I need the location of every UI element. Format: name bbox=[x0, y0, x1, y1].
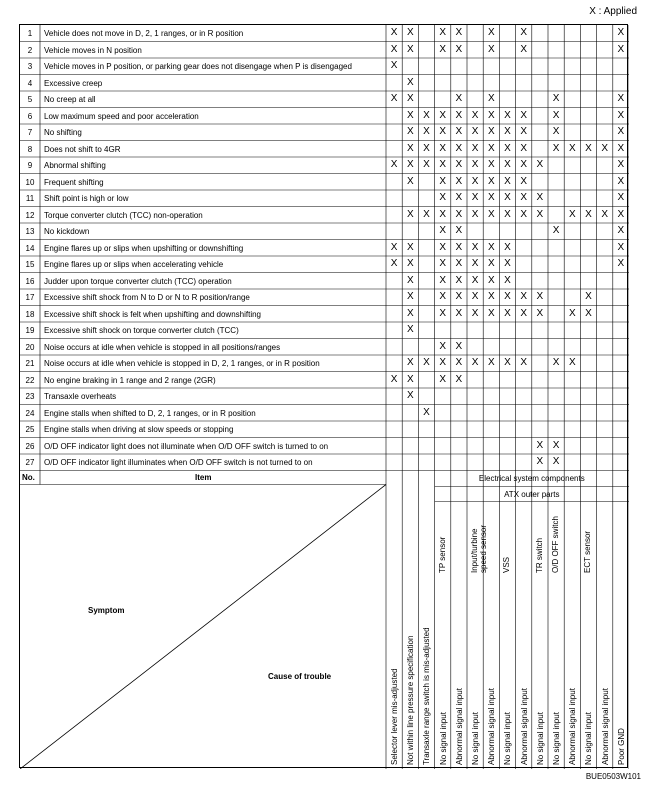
row-item: Vehicle moves in P position, or parking gear does not disengage when P is disengaged bbox=[44, 62, 352, 71]
applied-mark: X bbox=[406, 93, 414, 104]
applied-mark: X bbox=[471, 109, 479, 121]
applied-mark: X bbox=[423, 109, 430, 121]
applied-mark: X bbox=[520, 142, 528, 154]
applied-mark: X bbox=[439, 291, 447, 302]
applied-mark: X bbox=[455, 373, 463, 385]
applied-mark: X bbox=[568, 208, 576, 220]
applied-mark: X bbox=[487, 126, 495, 137]
applied-mark: X bbox=[471, 208, 479, 220]
applied-mark: X bbox=[390, 159, 398, 170]
cause-label: Cause of trouble bbox=[268, 671, 332, 681]
applied-mark: X bbox=[552, 456, 560, 467]
row-item: Excessive shift shock is felt when upshifting and downshifting bbox=[44, 309, 262, 319]
no-header: No. bbox=[22, 472, 35, 482]
applied-mark: X bbox=[552, 439, 560, 451]
row-number: 22 bbox=[25, 375, 35, 385]
applied-mark: X bbox=[536, 439, 544, 451]
applied-mark: X bbox=[487, 241, 495, 253]
row-item: Engine flares up or slips when accelerating vehicle bbox=[44, 260, 224, 269]
component-group-label: ECT sensor bbox=[583, 530, 593, 573]
applied-mark: X bbox=[617, 258, 625, 269]
symptom-cause-diagonal bbox=[20, 485, 386, 770]
applied-mark: X bbox=[601, 142, 609, 154]
applied-mark: X bbox=[520, 208, 528, 220]
row-item: Engine stalls when shifted to D, 2, 1 ranges, or in R position bbox=[44, 408, 256, 418]
row-number: 9 bbox=[27, 161, 33, 170]
row-number: 15 bbox=[25, 260, 35, 269]
applied-mark: X bbox=[423, 142, 430, 154]
row-number: 5 bbox=[27, 95, 33, 104]
applied-mark: X bbox=[423, 357, 430, 368]
applied-mark: X bbox=[504, 192, 511, 203]
applied-mark: X bbox=[439, 274, 447, 286]
applied-mark: X bbox=[536, 307, 544, 319]
applied-mark: X bbox=[504, 274, 511, 286]
row-number: 21 bbox=[25, 359, 35, 368]
row-number: 20 bbox=[25, 342, 35, 352]
applied-mark: X bbox=[487, 43, 495, 55]
applied-mark: X bbox=[487, 109, 495, 121]
applied-mark: X bbox=[617, 225, 625, 236]
applied-mark: X bbox=[585, 291, 592, 302]
cause-column-label: Transaxle range switch is mis-adjusted bbox=[422, 627, 432, 765]
applied-mark: X bbox=[536, 192, 544, 203]
applied-mark: X bbox=[585, 307, 592, 319]
cause-column-label: No signal input bbox=[552, 712, 561, 765]
applied-mark: X bbox=[439, 126, 447, 137]
applied-mark: X bbox=[617, 93, 625, 104]
applied-mark: X bbox=[504, 109, 511, 121]
row-item: Shift point is high or low bbox=[44, 194, 129, 203]
applied-mark: X bbox=[471, 175, 479, 187]
row-number: 18 bbox=[25, 309, 35, 319]
applied-mark: X bbox=[439, 109, 447, 121]
applied-mark: X bbox=[520, 175, 528, 187]
applied-mark: X bbox=[471, 126, 479, 137]
applied-mark: X bbox=[568, 142, 576, 154]
row-number: 16 bbox=[25, 276, 35, 286]
applied-mark: X bbox=[455, 208, 463, 220]
row-number: 11 bbox=[25, 194, 35, 203]
row-number: 26 bbox=[25, 441, 35, 451]
cause-column-label: Abnormal signal input bbox=[600, 688, 610, 765]
applied-mark: X bbox=[617, 142, 625, 154]
applied-mark: X bbox=[552, 357, 560, 368]
applied-mark: X bbox=[617, 208, 625, 220]
item-header: Item bbox=[195, 472, 212, 482]
applied-mark: X bbox=[487, 27, 495, 38]
applied-mark: X bbox=[406, 27, 414, 38]
applied-mark: X bbox=[390, 27, 398, 38]
legend: X : Applied bbox=[589, 6, 637, 17]
applied-mark: X bbox=[536, 291, 544, 302]
applied-mark: X bbox=[487, 159, 495, 170]
figure-code: BUE0503W101 bbox=[585, 772, 641, 781]
applied-mark: X bbox=[390, 43, 398, 55]
applied-mark: X bbox=[617, 175, 625, 187]
applied-mark: X bbox=[406, 373, 414, 385]
applied-mark: X bbox=[617, 27, 625, 38]
applied-mark: X bbox=[406, 291, 414, 302]
applied-mark: X bbox=[504, 307, 511, 319]
row-item: O/D OFF indicator light does not illuminate when O/D OFF switch is turned to on bbox=[44, 441, 329, 451]
row-number: 12 bbox=[25, 210, 35, 220]
symptom-label: Symptom bbox=[88, 605, 125, 615]
cause-column-label: Abnormal signal input bbox=[487, 688, 497, 765]
applied-mark: X bbox=[617, 192, 625, 203]
applied-mark: X bbox=[504, 357, 511, 368]
applied-mark: X bbox=[471, 357, 479, 368]
component-group-label: TP sensor bbox=[437, 536, 447, 573]
applied-mark: X bbox=[617, 109, 625, 121]
applied-mark: X bbox=[423, 159, 430, 170]
applied-mark: X bbox=[504, 258, 511, 269]
row-number: 17 bbox=[25, 293, 35, 302]
applied-mark: X bbox=[471, 159, 479, 170]
cause-column-label: No signal input bbox=[471, 712, 480, 765]
row-item: Engine stalls when driving at slow speeds or stopping bbox=[44, 425, 234, 434]
atx-header: ATX outer parts bbox=[504, 489, 560, 499]
row-item: Vehicle does not move in D, 2, 1 ranges, or in R position bbox=[44, 29, 244, 38]
applied-mark: X bbox=[520, 159, 528, 170]
cause-column-label: Poor GND bbox=[616, 728, 626, 765]
applied-mark: X bbox=[487, 291, 495, 302]
row-item: No shifting bbox=[44, 128, 82, 137]
row-number: 10 bbox=[25, 177, 35, 187]
row-item: No engine braking in 1 range and 2 range (2GR) bbox=[44, 375, 216, 385]
applied-mark: X bbox=[439, 43, 447, 55]
applied-mark: X bbox=[455, 258, 463, 269]
applied-mark: X bbox=[471, 192, 479, 203]
applied-mark: X bbox=[406, 390, 414, 401]
applied-mark: X bbox=[455, 291, 463, 302]
applied-mark: X bbox=[455, 274, 463, 286]
applied-mark: X bbox=[455, 192, 463, 203]
applied-mark: X bbox=[406, 159, 414, 170]
applied-mark: X bbox=[390, 60, 398, 71]
applied-mark: X bbox=[568, 357, 576, 368]
row-number: 2 bbox=[27, 45, 33, 55]
row-item: Judder upon torque converter clutch (TCC) operation bbox=[44, 276, 232, 286]
applied-mark: X bbox=[520, 126, 528, 137]
applied-mark: X bbox=[601, 208, 609, 220]
row-number: 24 bbox=[25, 408, 35, 418]
applied-mark: X bbox=[504, 208, 511, 220]
row-number: 23 bbox=[25, 392, 35, 401]
row-number: 14 bbox=[25, 243, 35, 253]
diagnosis-table bbox=[19, 24, 628, 768]
applied-mark: X bbox=[406, 241, 414, 253]
component-group-label: Input/turbine speed sensor bbox=[470, 524, 488, 573]
applied-mark: X bbox=[439, 241, 447, 253]
cause-column-label: Selector lever mis-adjusted bbox=[390, 668, 399, 765]
applied-mark: X bbox=[455, 241, 463, 253]
applied-mark: X bbox=[439, 192, 447, 203]
applied-mark: X bbox=[406, 142, 414, 154]
row-item: Noise occurs at idle when vehicle is stopped in all positions/ranges bbox=[44, 342, 281, 352]
applied-mark: X bbox=[471, 241, 479, 253]
applied-mark: X bbox=[536, 208, 544, 220]
applied-mark: X bbox=[617, 126, 625, 137]
applied-mark: X bbox=[406, 109, 414, 121]
applied-mark: X bbox=[423, 406, 430, 418]
applied-mark: X bbox=[455, 307, 463, 319]
applied-mark: X bbox=[487, 307, 495, 319]
row-number: 1 bbox=[27, 29, 33, 38]
applied-mark: X bbox=[520, 27, 528, 38]
applied-mark: X bbox=[504, 126, 511, 137]
applied-mark: X bbox=[552, 93, 560, 104]
applied-mark: X bbox=[406, 208, 414, 220]
applied-mark: X bbox=[439, 208, 447, 220]
applied-mark: X bbox=[471, 307, 479, 319]
applied-mark: X bbox=[487, 93, 495, 104]
row-item: O/D OFF indicator light illuminates when O/D OFF switch is not turned to on bbox=[44, 458, 313, 467]
row-number: 25 bbox=[25, 425, 35, 434]
applied-mark: X bbox=[455, 340, 463, 352]
row-item: Noise occurs at idle when vehicle is stopped in D, 2, 1 ranges, or in R position bbox=[44, 359, 320, 368]
applied-mark: X bbox=[585, 208, 592, 220]
row-item: Excessive creep bbox=[44, 78, 103, 88]
applied-mark: X bbox=[390, 258, 398, 269]
applied-mark: X bbox=[439, 159, 447, 170]
applied-mark: X bbox=[520, 307, 528, 319]
applied-mark: X bbox=[390, 373, 398, 385]
applied-mark: X bbox=[439, 307, 447, 319]
applied-mark: X bbox=[439, 357, 447, 368]
applied-mark: X bbox=[552, 109, 560, 121]
cause-column-label: Abnormal signal input bbox=[519, 688, 529, 765]
applied-mark: X bbox=[504, 175, 511, 187]
applied-mark: X bbox=[455, 27, 463, 38]
applied-mark: X bbox=[406, 126, 414, 137]
applied-mark: X bbox=[552, 225, 560, 236]
row-item: Vehicle moves in N position bbox=[44, 45, 142, 55]
row-item: Engine flares up or slips when upshifting or downshifting bbox=[44, 243, 244, 253]
applied-mark: X bbox=[406, 274, 414, 286]
applied-mark: X bbox=[471, 258, 479, 269]
cause-column-label: No signal input bbox=[503, 712, 513, 765]
row-number: 7 bbox=[27, 128, 33, 137]
applied-mark: X bbox=[568, 307, 576, 319]
applied-mark: X bbox=[520, 291, 528, 302]
cause-column-label: Abnormal signal input bbox=[454, 688, 464, 765]
applied-mark: X bbox=[504, 241, 511, 253]
applied-mark: X bbox=[406, 258, 414, 269]
applied-mark: X bbox=[439, 340, 447, 352]
row-number: 8 bbox=[27, 144, 33, 154]
applied-mark: X bbox=[552, 142, 560, 154]
row-item: Frequent shifting bbox=[44, 177, 104, 187]
row-item: Does not shift to 4GR bbox=[44, 144, 121, 154]
applied-mark: X bbox=[390, 241, 398, 253]
row-number: 4 bbox=[27, 78, 33, 88]
applied-mark: X bbox=[455, 93, 463, 104]
cause-column-label: No signal input bbox=[584, 712, 594, 765]
row-number: 6 bbox=[27, 111, 33, 121]
applied-mark: X bbox=[439, 142, 447, 154]
row-number: 13 bbox=[25, 227, 35, 236]
applied-mark: X bbox=[520, 109, 528, 121]
applied-mark: X bbox=[455, 109, 463, 121]
applied-mark: X bbox=[536, 456, 544, 467]
component-group-label: VSS bbox=[502, 556, 512, 573]
applied-mark: X bbox=[455, 225, 463, 236]
applied-mark: X bbox=[520, 192, 528, 203]
applied-mark: X bbox=[406, 357, 414, 368]
applied-mark: X bbox=[406, 43, 414, 55]
electrical-header: Electrical system components bbox=[478, 473, 585, 483]
row-number: 19 bbox=[25, 326, 35, 335]
applied-mark: X bbox=[504, 142, 511, 154]
applied-mark: X bbox=[585, 142, 592, 154]
applied-mark: X bbox=[406, 76, 414, 88]
cause-column-label: Abnormal signal input bbox=[568, 688, 578, 765]
row-item: Low maximum speed and poor acceleration bbox=[44, 111, 199, 121]
applied-mark: X bbox=[439, 258, 447, 269]
applied-mark: X bbox=[487, 357, 495, 368]
applied-mark: X bbox=[439, 27, 447, 38]
applied-mark: X bbox=[552, 126, 560, 137]
applied-mark: X bbox=[487, 208, 495, 220]
applied-mark: X bbox=[455, 142, 463, 154]
applied-mark: X bbox=[455, 126, 463, 137]
applied-mark: X bbox=[406, 307, 414, 319]
applied-mark: X bbox=[423, 208, 430, 220]
applied-mark: X bbox=[520, 43, 528, 55]
applied-mark: X bbox=[439, 175, 447, 187]
applied-mark: X bbox=[487, 142, 495, 154]
applied-mark: X bbox=[617, 241, 625, 253]
applied-mark: X bbox=[617, 159, 625, 170]
applied-mark: X bbox=[471, 291, 479, 302]
cause-column-label: No signal input bbox=[438, 712, 448, 765]
applied-mark: X bbox=[487, 175, 495, 187]
applied-mark: X bbox=[471, 142, 479, 154]
applied-mark: X bbox=[487, 274, 495, 286]
applied-mark: X bbox=[406, 324, 414, 335]
applied-mark: X bbox=[423, 126, 430, 137]
row-number: 27 bbox=[25, 458, 35, 467]
applied-mark: X bbox=[504, 159, 511, 170]
cause-column-label: Not within line pressure specification bbox=[406, 635, 416, 765]
row-item: Transaxle overheats bbox=[44, 392, 117, 401]
row-item: Torque converter clutch (TCC) non-operation bbox=[44, 210, 203, 220]
applied-mark: X bbox=[455, 43, 463, 55]
applied-mark: X bbox=[439, 373, 447, 385]
component-group-label: O/D OFF switch bbox=[551, 515, 560, 573]
applied-mark: X bbox=[455, 357, 463, 368]
applied-mark: X bbox=[617, 43, 625, 55]
row-item: Excessive shift shock from N to D or N to R position/range bbox=[44, 293, 250, 302]
applied-mark: X bbox=[406, 175, 414, 187]
applied-mark: X bbox=[439, 225, 447, 236]
row-item: No creep at all bbox=[44, 95, 96, 104]
applied-mark: X bbox=[487, 192, 495, 203]
applied-mark: X bbox=[504, 291, 511, 302]
applied-mark: X bbox=[520, 357, 528, 368]
row-number: 3 bbox=[27, 62, 33, 71]
cause-column-label: No signal input bbox=[535, 712, 545, 765]
component-group-label: TR switch bbox=[534, 537, 544, 573]
applied-mark: X bbox=[471, 274, 479, 286]
applied-mark: X bbox=[536, 159, 544, 170]
row-item: Excessive shift shock on torque converter clutch (TCC) bbox=[44, 326, 239, 335]
applied-mark: X bbox=[390, 93, 398, 104]
applied-mark: X bbox=[455, 159, 463, 170]
row-item: Abnormal shifting bbox=[44, 161, 106, 170]
applied-mark: X bbox=[487, 258, 495, 269]
applied-mark: X bbox=[455, 175, 463, 187]
row-item: No kickdown bbox=[44, 227, 90, 236]
